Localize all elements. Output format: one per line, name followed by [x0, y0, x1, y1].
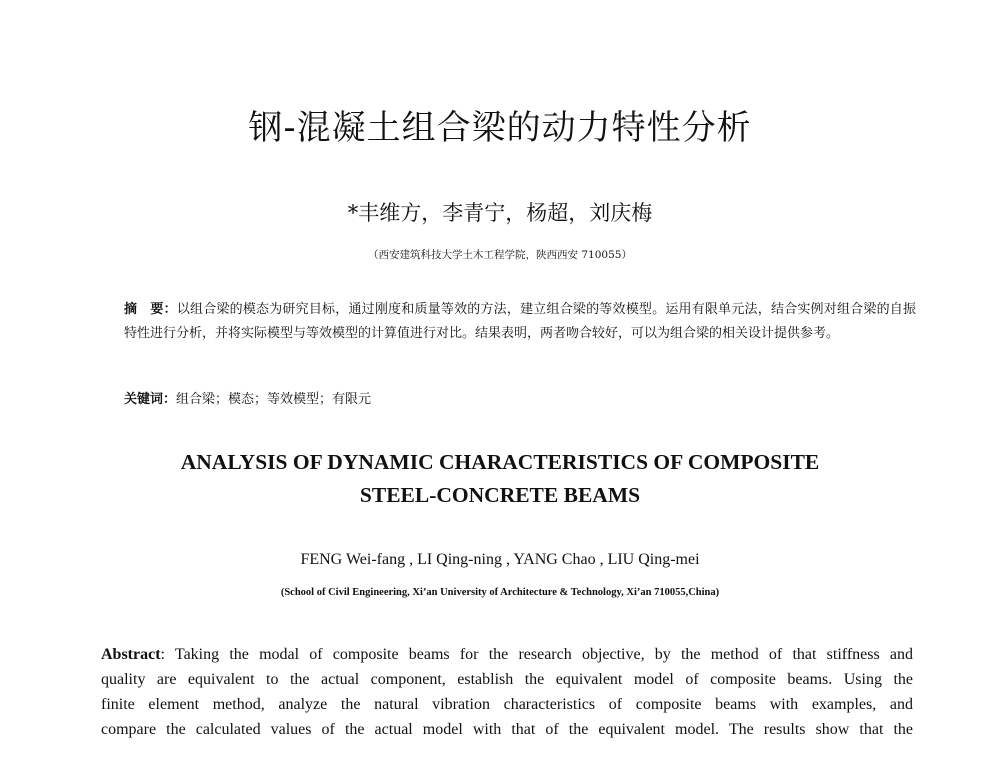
- chinese-affiliation: （西安建筑科技大学土木工程学院，陕西西安 710055）: [368, 249, 632, 261]
- chinese-abstract-text: 以组合梁的模态为研究目标，通过刚度和质量等效的方法，建立组合梁的等效模型。运用有限单元法，结合实例对组合梁的自振特性进行分析，并将实际模型与等效模型的计算值进行对比。结果表明，两者吻合较好，可以为组合梁的相关设计提供参考。: [124, 302, 916, 341]
- chinese-authors: *丰维方，李青宁，杨超，刘庆梅: [347, 201, 653, 225]
- chinese-keywords-label: 关键词：: [124, 392, 177, 407]
- english-title-line-2: STEEL-CONCRETE BEAMS: [359, 483, 641, 507]
- english-abstract-line-3: finite element method, analyze the natural vibration characteristics of composite beams with examples, and: [101, 696, 913, 713]
- chinese-abstract: [124, 298, 916, 346]
- english-abstract-line-4: compare the calculated values of the actual model with that of the equivalent model. The results show that the: [101, 721, 913, 738]
- english-affiliation: (School of Civil Engineering, Xi’an University of Architecture & Technology, Xi’an 710055,China): [280, 587, 720, 598]
- english-abstract-line-1: [101, 642, 913, 667]
- chinese-keywords-text: 组合梁；模态；等效模型；有限元: [176, 392, 372, 407]
- english-authors: FENG Wei-fang , LI Qing-ning , YANG Chao , LIU Qing-mei: [300, 551, 700, 568]
- english-abstract: [101, 642, 913, 742]
- english-abstract-label: Abstract: [101, 646, 161, 663]
- chinese-title: 钢-混凝土组合梁的动力特性分析: [248, 108, 752, 148]
- english-abstract-text-1: : Taking the modal of composite beams for the research objective, by the method of that stiffness and: [160, 646, 913, 663]
- english-title: [0, 446, 1000, 512]
- english-title-line-1: ANALYSIS OF DYNAMIC CHARACTERISTICS OF COMPOSITE: [180, 450, 820, 474]
- english-abstract-line-2: quality are equivalent to the actual component, establish the equivalent model of composite beams. Using the: [101, 671, 913, 688]
- chinese-abstract-label: 摘 要：: [124, 302, 177, 317]
- chinese-keywords: [124, 388, 916, 412]
